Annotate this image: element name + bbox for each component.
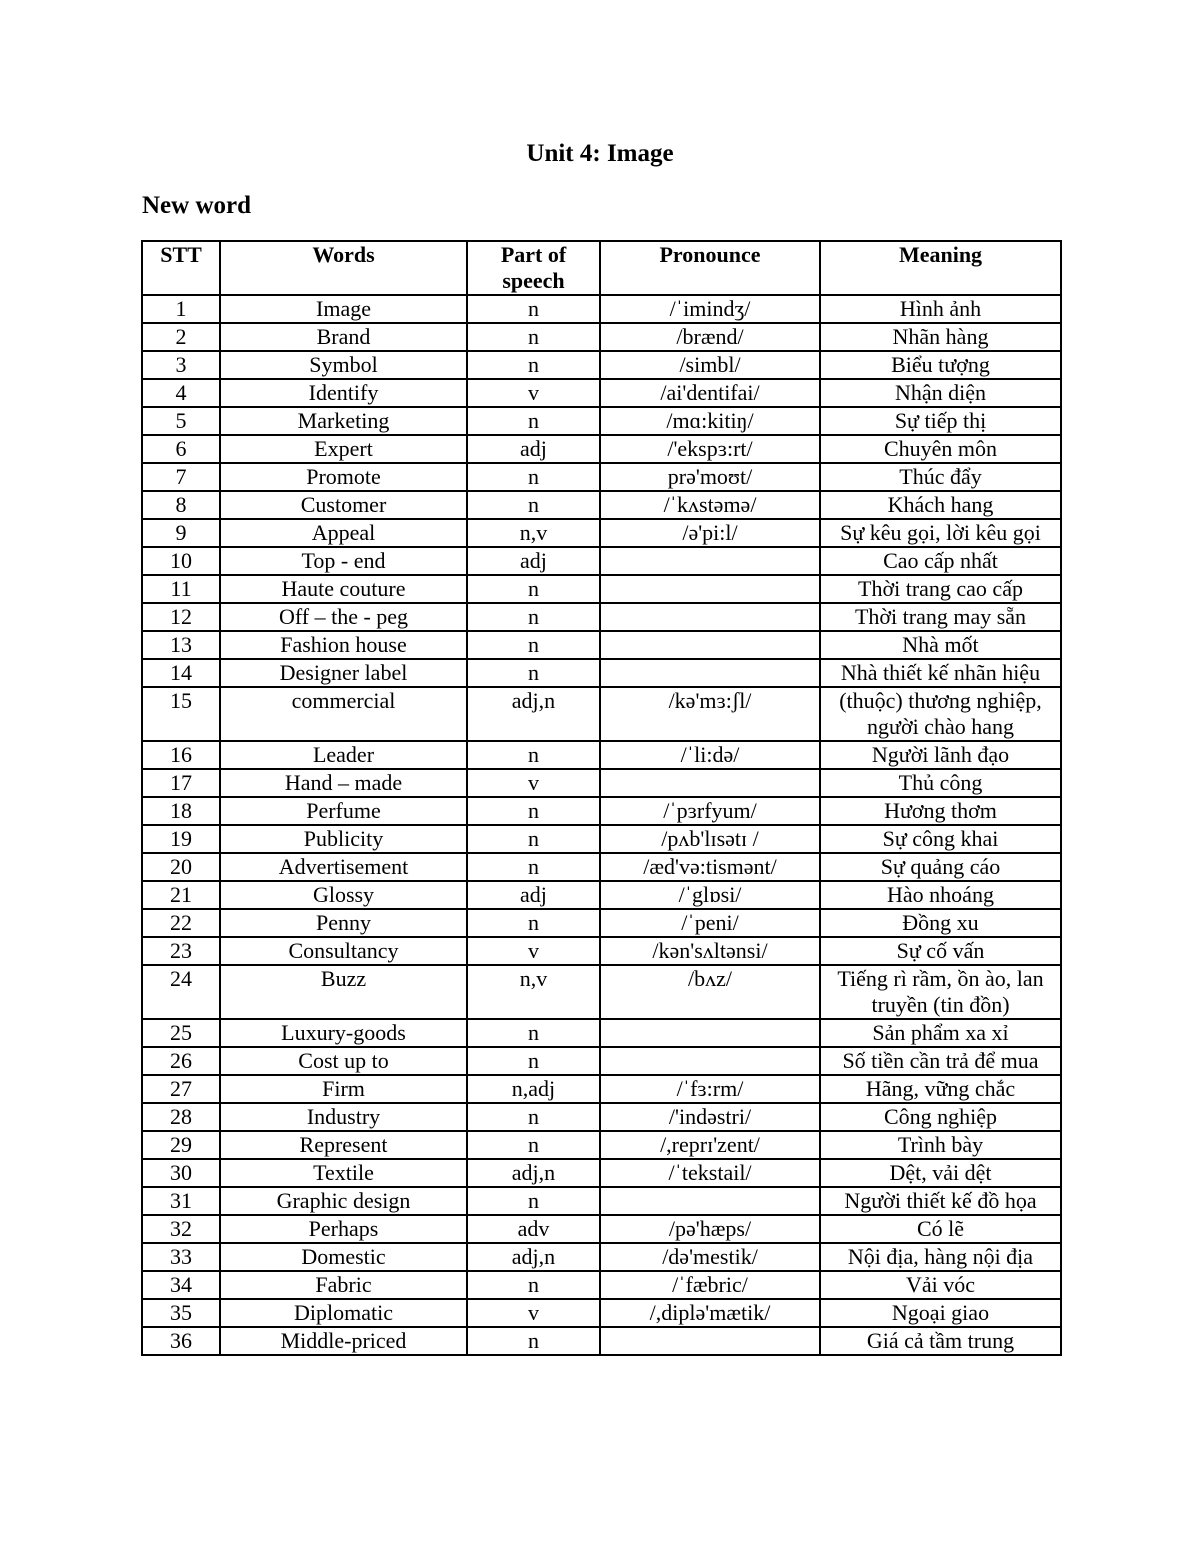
cell-word: Diplomatic	[220, 1299, 467, 1327]
cell-meaning: Thời trang may sẵn	[820, 603, 1061, 631]
cell-word: Appeal	[220, 519, 467, 547]
cell-meaning: Hình ảnh	[820, 295, 1061, 323]
cell-meaning: Có lẽ	[820, 1215, 1061, 1243]
cell-word: Middle-priced	[220, 1327, 467, 1355]
cell-pronounce	[600, 575, 820, 603]
cell-meaning: Ngoại giao	[820, 1299, 1061, 1327]
cell-word: Industry	[220, 1103, 467, 1131]
cell-stt: 31	[142, 1187, 220, 1215]
cell-stt: 11	[142, 575, 220, 603]
cell-meaning: Sự công khai	[820, 825, 1061, 853]
cell-pronounce: /bʌz/	[600, 965, 820, 1019]
cell-part-of-speech: n,adj	[467, 1075, 600, 1103]
cell-meaning: Thúc đẩy	[820, 463, 1061, 491]
cell-pronounce: /,diplə'mætik/	[600, 1299, 820, 1327]
cell-word: Fabric	[220, 1271, 467, 1299]
cell-word: Haute couture	[220, 575, 467, 603]
cell-word: Textile	[220, 1159, 467, 1187]
cell-stt: 15	[142, 687, 220, 741]
cell-stt: 23	[142, 937, 220, 965]
cell-stt: 1	[142, 295, 220, 323]
cell-word: Identify	[220, 379, 467, 407]
cell-part-of-speech: adj,n	[467, 1243, 600, 1271]
cell-pronounce: /ˈglɒsi/	[600, 881, 820, 909]
table-row	[142, 575, 1061, 603]
table-row	[142, 1187, 1061, 1215]
cell-meaning: Hãng, vững chắc	[820, 1075, 1061, 1103]
cell-meaning: Hương thơm	[820, 797, 1061, 825]
cell-part-of-speech: adj	[467, 435, 600, 463]
cell-stt: 25	[142, 1019, 220, 1047]
page-title: Unit 4: Image	[526, 140, 674, 167]
cell-word: Fashion house	[220, 631, 467, 659]
column-header-words: Words	[220, 241, 467, 295]
cell-stt: 13	[142, 631, 220, 659]
table-row	[142, 1327, 1061, 1355]
cell-part-of-speech: n	[467, 1271, 600, 1299]
section-heading: New word	[142, 192, 252, 219]
cell-part-of-speech: v	[467, 379, 600, 407]
cell-word: Advertisement	[220, 853, 467, 881]
table-row	[142, 491, 1061, 519]
cell-part-of-speech: n	[467, 1327, 600, 1355]
cell-meaning: Chuyên môn	[820, 435, 1061, 463]
cell-part-of-speech: adj	[467, 547, 600, 575]
cell-part-of-speech: v	[467, 1299, 600, 1327]
cell-pronounce	[600, 769, 820, 797]
cell-word: Leader	[220, 741, 467, 769]
cell-word: Glossy	[220, 881, 467, 909]
cell-word: Designer label	[220, 659, 467, 687]
cell-meaning: Hào nhoáng	[820, 881, 1061, 909]
table-row	[142, 1103, 1061, 1131]
cell-stt: 5	[142, 407, 220, 435]
cell-meaning: Sự tiếp thị	[820, 407, 1061, 435]
cell-pronounce	[600, 1047, 820, 1075]
cell-pronounce: /ˈfæbric/	[600, 1271, 820, 1299]
cell-part-of-speech: n,v	[467, 519, 600, 547]
cell-word: Marketing	[220, 407, 467, 435]
cell-stt: 8	[142, 491, 220, 519]
column-header-part-of-speech: Part of speech	[467, 241, 600, 295]
cell-pronounce	[600, 1327, 820, 1355]
table-row	[142, 323, 1061, 351]
cell-stt: 7	[142, 463, 220, 491]
cell-stt: 14	[142, 659, 220, 687]
cell-stt: 21	[142, 881, 220, 909]
table-row	[142, 1047, 1061, 1075]
table-row	[142, 603, 1061, 631]
cell-word: Consultancy	[220, 937, 467, 965]
cell-pronounce	[600, 659, 820, 687]
cell-part-of-speech: n	[467, 853, 600, 881]
cell-word: Image	[220, 295, 467, 323]
cell-meaning: Tiếng rì rầm, ồn ào, lan truyền (tin đồn)	[820, 965, 1061, 1019]
cell-pronounce: /pə'hæps/	[600, 1215, 820, 1243]
cell-stt: 9	[142, 519, 220, 547]
table-row	[142, 741, 1061, 769]
cell-word: Domestic	[220, 1243, 467, 1271]
cell-pronounce: /ˈli:də/	[600, 741, 820, 769]
cell-pronounce: /,reprɪ'zent/	[600, 1131, 820, 1159]
cell-word: Top - end	[220, 547, 467, 575]
cell-part-of-speech: n	[467, 1187, 600, 1215]
table-row	[142, 937, 1061, 965]
cell-part-of-speech: n	[467, 825, 600, 853]
cell-meaning: Nội địa, hàng nội địa	[820, 1243, 1061, 1271]
cell-stt: 26	[142, 1047, 220, 1075]
cell-part-of-speech: n	[467, 797, 600, 825]
cell-stt: 3	[142, 351, 220, 379]
cell-meaning: Thời trang cao cấp	[820, 575, 1061, 603]
table-row	[142, 1299, 1061, 1327]
table-row	[142, 1243, 1061, 1271]
cell-word: commercial	[220, 687, 467, 741]
cell-part-of-speech: n	[467, 295, 600, 323]
cell-meaning: Sự quảng cáo	[820, 853, 1061, 881]
cell-word: Perhaps	[220, 1215, 467, 1243]
cell-part-of-speech: adj	[467, 881, 600, 909]
cell-stt: 17	[142, 769, 220, 797]
cell-meaning: Giá cả tầm trung	[820, 1327, 1061, 1355]
cell-pronounce: /brænd/	[600, 323, 820, 351]
cell-stt: 22	[142, 909, 220, 937]
table-row	[142, 379, 1061, 407]
cell-part-of-speech: n	[467, 909, 600, 937]
cell-pronounce: /ˈimindʒ/	[600, 295, 820, 323]
cell-part-of-speech: n	[467, 351, 600, 379]
cell-stt: 12	[142, 603, 220, 631]
cell-word: Promote	[220, 463, 467, 491]
cell-meaning: Người lãnh đạo	[820, 741, 1061, 769]
cell-stt: 33	[142, 1243, 220, 1271]
cell-part-of-speech: adj,n	[467, 687, 600, 741]
cell-meaning: Thủ công	[820, 769, 1061, 797]
cell-pronounce	[600, 631, 820, 659]
cell-part-of-speech: n	[467, 463, 600, 491]
cell-stt: 6	[142, 435, 220, 463]
cell-meaning: Công nghiệp	[820, 1103, 1061, 1131]
cell-meaning: Khách hang	[820, 491, 1061, 519]
cell-word: Penny	[220, 909, 467, 937]
cell-pronounce: /mɑ:kitiŋ/	[600, 407, 820, 435]
cell-word: Symbol	[220, 351, 467, 379]
table-row	[142, 881, 1061, 909]
table-row	[142, 659, 1061, 687]
cell-meaning: Đồng xu	[820, 909, 1061, 937]
cell-pronounce: /æd'və:tismənt/	[600, 853, 820, 881]
table-row	[142, 351, 1061, 379]
column-header-stt: STT	[142, 241, 220, 295]
column-header-meaning: Meaning	[820, 241, 1061, 295]
vocabulary-table	[141, 240, 1062, 1356]
cell-pronounce	[600, 603, 820, 631]
table-header-row	[142, 241, 1061, 295]
cell-pronounce: /pʌb'lɪsətɪ /	[600, 825, 820, 853]
cell-part-of-speech: n	[467, 407, 600, 435]
cell-meaning: Sự kêu gọi, lời kêu gọi	[820, 519, 1061, 547]
cell-stt: 35	[142, 1299, 220, 1327]
cell-pronounce: /də'mestik/	[600, 1243, 820, 1271]
table-row	[142, 295, 1061, 323]
cell-pronounce: /kən'sʌltənsi/	[600, 937, 820, 965]
cell-part-of-speech: n	[467, 1047, 600, 1075]
table-row	[142, 631, 1061, 659]
cell-word: Buzz	[220, 965, 467, 1019]
table-row	[142, 519, 1061, 547]
cell-pronounce: /'indəstri/	[600, 1103, 820, 1131]
table-row	[142, 687, 1061, 741]
cell-part-of-speech: n	[467, 659, 600, 687]
table-row	[142, 1019, 1061, 1047]
cell-stt: 34	[142, 1271, 220, 1299]
cell-word: Brand	[220, 323, 467, 351]
cell-meaning: Sự cố vấn	[820, 937, 1061, 965]
table-row	[142, 797, 1061, 825]
cell-word: Hand – made	[220, 769, 467, 797]
cell-word: Customer	[220, 491, 467, 519]
cell-part-of-speech: v	[467, 769, 600, 797]
cell-meaning: Trình bày	[820, 1131, 1061, 1159]
cell-stt: 10	[142, 547, 220, 575]
table-row	[142, 435, 1061, 463]
table-row	[142, 1271, 1061, 1299]
cell-pronounce: /'ekspɜ:rt/	[600, 435, 820, 463]
cell-stt: 16	[142, 741, 220, 769]
table-row	[142, 853, 1061, 881]
cell-part-of-speech: n	[467, 1131, 600, 1159]
cell-part-of-speech: n	[467, 603, 600, 631]
cell-meaning: Biểu tượng	[820, 351, 1061, 379]
cell-pronounce: prə'moʊt/	[600, 463, 820, 491]
cell-stt: 19	[142, 825, 220, 853]
cell-word: Expert	[220, 435, 467, 463]
cell-pronounce: /simbl/	[600, 351, 820, 379]
table-row	[142, 1159, 1061, 1187]
cell-meaning: Người thiết kế đồ họa	[820, 1187, 1061, 1215]
cell-pronounce: /ˈfɜ:rm/	[600, 1075, 820, 1103]
cell-word: Represent	[220, 1131, 467, 1159]
table-row	[142, 463, 1061, 491]
table-row	[142, 547, 1061, 575]
cell-word: Perfume	[220, 797, 467, 825]
column-header-pronounce: Pronounce	[600, 241, 820, 295]
cell-meaning: Số tiền cần trả để mua	[820, 1047, 1061, 1075]
cell-part-of-speech: v	[467, 937, 600, 965]
cell-pronounce: /ˈtekstail/	[600, 1159, 820, 1187]
table-row	[142, 769, 1061, 797]
table-row	[142, 1215, 1061, 1243]
cell-stt: 24	[142, 965, 220, 1019]
cell-meaning: Nhãn hàng	[820, 323, 1061, 351]
cell-part-of-speech: n	[467, 1019, 600, 1047]
table-row	[142, 1075, 1061, 1103]
cell-meaning: Nhận diện	[820, 379, 1061, 407]
cell-pronounce: /ˈpeni/	[600, 909, 820, 937]
cell-stt: 4	[142, 379, 220, 407]
cell-pronounce: /kə'mɜ:ʃl/	[600, 687, 820, 741]
cell-pronounce	[600, 547, 820, 575]
table-row	[142, 825, 1061, 853]
cell-part-of-speech: n	[467, 323, 600, 351]
cell-word: Off – the - peg	[220, 603, 467, 631]
cell-word: Graphic design	[220, 1187, 467, 1215]
cell-meaning: Sản phẩm xa xỉ	[820, 1019, 1061, 1047]
cell-pronounce: /ə'pi:l/	[600, 519, 820, 547]
cell-meaning: (thuộc) thương nghiệp, người chào hang	[820, 687, 1061, 741]
cell-word: Luxury-goods	[220, 1019, 467, 1047]
cell-word: Publicity	[220, 825, 467, 853]
cell-meaning: Nhà thiết kế nhãn hiệu	[820, 659, 1061, 687]
cell-stt: 18	[142, 797, 220, 825]
cell-stt: 2	[142, 323, 220, 351]
cell-part-of-speech: adj,n	[467, 1159, 600, 1187]
cell-pronounce	[600, 1019, 820, 1047]
cell-word: Firm	[220, 1075, 467, 1103]
cell-stt: 29	[142, 1131, 220, 1159]
cell-stt: 20	[142, 853, 220, 881]
cell-stt: 32	[142, 1215, 220, 1243]
table-row	[142, 1131, 1061, 1159]
cell-meaning: Vải vóc	[820, 1271, 1061, 1299]
cell-word: Cost up to	[220, 1047, 467, 1075]
cell-part-of-speech: n	[467, 491, 600, 519]
cell-stt: 27	[142, 1075, 220, 1103]
table-row	[142, 965, 1061, 1019]
cell-meaning: Nhà mốt	[820, 631, 1061, 659]
cell-meaning: Dệt, vải dệt	[820, 1159, 1061, 1187]
cell-meaning: Cao cấp nhất	[820, 547, 1061, 575]
cell-part-of-speech: n	[467, 1103, 600, 1131]
cell-part-of-speech: n	[467, 741, 600, 769]
table-row	[142, 909, 1061, 937]
cell-stt: 28	[142, 1103, 220, 1131]
table-row	[142, 407, 1061, 435]
cell-pronounce: /ai'dentifai/	[600, 379, 820, 407]
cell-stt: 30	[142, 1159, 220, 1187]
cell-part-of-speech: n	[467, 631, 600, 659]
cell-pronounce	[600, 1187, 820, 1215]
cell-pronounce: /ˈkʌstəmə/	[600, 491, 820, 519]
cell-stt: 36	[142, 1327, 220, 1355]
cell-part-of-speech: adv	[467, 1215, 600, 1243]
table-body	[142, 295, 1061, 1355]
cell-part-of-speech: n,v	[467, 965, 600, 1019]
cell-pronounce: /ˈpɜrfyum/	[600, 797, 820, 825]
cell-part-of-speech: n	[467, 575, 600, 603]
